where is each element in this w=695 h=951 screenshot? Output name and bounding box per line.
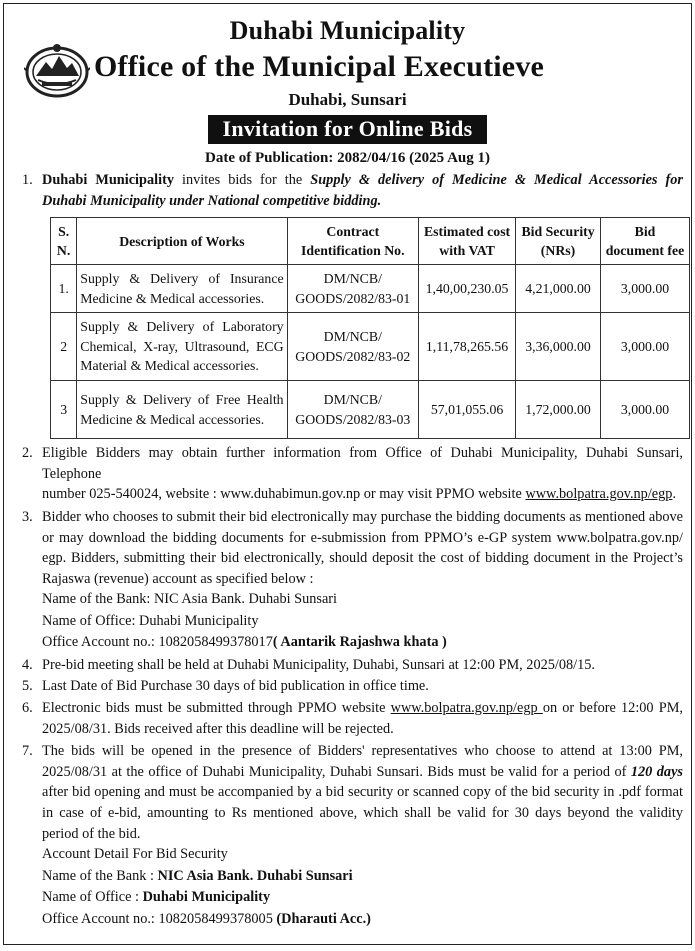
cell-description: Supply & Delivery of Laboratory Chemical, X-ray, Ultrasound, ECG Material & Medical accessories.	[77, 313, 287, 381]
cell-contract: DM/NCB/ GOODS/2082/83-01	[287, 265, 418, 313]
bids-table	[50, 217, 690, 439]
col-header-sn: S. N.	[51, 218, 77, 265]
item-number: 2.	[22, 445, 33, 462]
cell-security: 4,21,000.00	[516, 265, 601, 313]
item-text: Electronic bids must be submitted through PPMO website	[42, 700, 391, 717]
item-number: 6.	[22, 700, 33, 717]
cell-contract: DM/NCB/ GOODS/2082/83-03	[287, 381, 418, 439]
cell-cost: 57,01,055.06	[419, 381, 516, 439]
cell-sn: 3	[51, 381, 77, 439]
item-7	[12, 741, 683, 844]
account-number: Office Account no.: 1082058499378005 (Dharauti Acc.)	[42, 910, 371, 927]
publication-date: Date of Publication: 2082/04/16 (2025 Aug 1)	[205, 150, 490, 166]
col-header-description: Description of Works	[77, 218, 287, 265]
item-text: number 025-540024, website : www.duhabimun.gov.np or may visit PPMO website	[42, 486, 526, 503]
col-header-fee: Bid document fee	[601, 218, 690, 265]
item-text: period of the bid.	[42, 825, 141, 842]
cell-sn: 2	[51, 313, 77, 381]
item-number: 1.	[22, 172, 33, 188]
office-name-line: Name of Office: Duhabi Municipality	[42, 612, 259, 629]
notice-page	[3, 3, 692, 945]
location: Duhabi, Sunsari	[288, 90, 407, 109]
cell-fee: 3,000.00	[601, 313, 690, 381]
revenue-account-details	[12, 589, 683, 654]
item-number: 4.	[22, 656, 33, 673]
item-number: 5.	[22, 678, 33, 695]
cell-cost: 1,40,00,230.05	[419, 265, 516, 313]
bolpatra-link[interactable]: www.bolpatra.gov.np/egp	[525, 486, 673, 503]
cell-contract: DM/NCB/ GOODS/2082/83-02	[287, 313, 418, 381]
item-number: 7.	[22, 743, 33, 760]
validity-period: 120 days	[630, 763, 683, 780]
col-header-security: Bid Security (NRs)	[516, 218, 601, 265]
item-5	[12, 676, 683, 697]
bid-security-account-details	[12, 844, 683, 930]
cell-description: Supply & Delivery of Free Health Medicine & Medical accessories.	[77, 381, 287, 439]
title-banner: Invitation for Online Bids	[208, 115, 486, 144]
office-name-line: Name of Office : Duhabi Municipality	[42, 889, 271, 906]
item-text: 2025/08/31. Bids received after this deadline will be rejected.	[42, 720, 394, 737]
account-number: Office Account no.: 1082058499378017( Aantarik Rajashwa khata )	[42, 634, 447, 651]
bank-name: Name of the Bank: NIC Asia Bank. Duhabi Sunsari	[42, 591, 338, 608]
header	[12, 15, 683, 111]
item-text: egp. Bidders, submitting their bid electronically, should deposit the cost of bidding document in the Project’s	[42, 550, 683, 567]
bank-name: Name of the Bank : NIC Asia Bank. Duhabi Sunsari	[42, 867, 353, 884]
municipality-emblem-icon	[24, 42, 90, 100]
account-detail-heading: Account Detail For Bid Security	[42, 846, 228, 863]
table-row	[51, 381, 690, 439]
item-4	[12, 655, 683, 676]
item-6: 6. Electronic bids must be submitted through PPMO website www.bolpatra.gov.np/egp on or before 12:00 PM, 2025/08/31. Bids received after this deadline will be rejected.	[12, 698, 683, 739]
item-text: Rajaswa (revenue) account as specified below :	[42, 570, 314, 587]
bolpatra-link[interactable]: www.bolpatra.gov.np/egp	[390, 700, 543, 717]
item-text: Eligible Bidders may obtain further information from Office of Duhabi Municipality, Duhabi Sunsari, Telephone	[42, 445, 683, 482]
item-text: Last Date of Bid Purchase 30 days of bid publication in office time.	[42, 678, 429, 695]
item-text: Pre-bid meeting shall be held at Duhabi Municipality, Duhabi, Sunsari at 12:00 PM, 2025/08/15.	[42, 656, 596, 673]
office-name: Office of the Municipal Executieve	[94, 50, 545, 83]
item-text: 2025/08/31 at the office of Duhabi Municipality, Duhabi Sunsari. Bids must be valid for a period of	[42, 763, 631, 780]
item-text: or may download the bidding documents for e-submission from PPMO’s e-GP system www.bolpatra.gov.np/	[42, 529, 683, 546]
bidder-name: Duhabi Municipality	[42, 172, 174, 188]
municipality-name: Duhabi Municipality	[229, 16, 466, 45]
item-number: 3.	[22, 508, 33, 525]
item-text: The bids will be opened in the presence of Bidders' representatives who choose to attend at 13:00 PM,	[42, 743, 683, 760]
item-1	[12, 170, 683, 211]
cell-cost: 1,11,78,265.56	[419, 313, 516, 381]
table-row	[51, 313, 690, 381]
item-text: in case of e-bid, amounting to Rs mentioned above, which shall be valid for 30 days beyond the validity	[42, 805, 683, 821]
item-2: 2. Eligible Bidders may obtain further information from Office of Duhabi Municipality, Duhabi Sunsari, Telephone number 025-540024, website : www.duhabimun.gov.np or may visit PPMO website www.bolpatra.gov.np/egp.	[22, 445, 683, 503]
cell-fee: 3,000.00	[601, 381, 690, 439]
item-text: Duhabi Municipality under National competitive bidding.	[42, 192, 382, 209]
cell-security: 1,72,000.00	[516, 381, 601, 439]
col-header-cost: Estimated cost with VAT	[419, 218, 516, 265]
cell-security: 3,36,000.00	[516, 313, 601, 381]
col-header-contract: Contract Identification No.	[287, 218, 418, 265]
cell-fee: 3,000.00	[601, 265, 690, 313]
table-header-row	[51, 218, 690, 265]
item-text: invites bids for the	[173, 172, 311, 188]
cell-sn: 1.	[51, 265, 77, 313]
item-text: Bidder who chooses to submit their bid electronically may purchase the bidding documents as mentioned above	[42, 508, 683, 525]
cell-description: Supply & Delivery of Insurance Medicine & Medical accessories.	[77, 265, 287, 313]
table-row	[51, 265, 690, 313]
item-text: after bid opening and must be accompanied by a bid security or scanned copy of the bid security in .pdf format	[42, 784, 683, 801]
item-3	[12, 507, 683, 589]
item-text: Supply & delivery of Medicine & Medical Accessories for	[310, 172, 683, 188]
